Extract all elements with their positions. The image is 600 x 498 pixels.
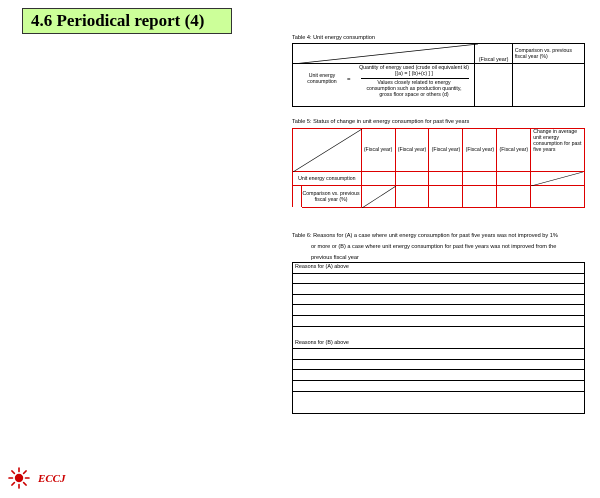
- reasons-a-line[interactable]: [293, 284, 584, 295]
- table5-caption: Table 5: Status of change in unit energy consumption for past five years: [292, 119, 470, 125]
- table5-cell[interactable]: [361, 172, 395, 186]
- table5-cell[interactable]: [463, 186, 497, 208]
- fraction-bar: [361, 78, 469, 79]
- table4-diagonal-cell: [293, 44, 475, 64]
- reasons-b-line[interactable]: [293, 360, 584, 371]
- table5-row-label: Comparison vs. previous fiscal year (%): [301, 186, 361, 208]
- table5-diagonal-cell: [293, 129, 362, 172]
- table5-change-header: Change in average unit energy consumption for past five years: [531, 129, 585, 172]
- table5-fiscal-header: (Fiscal year): [497, 129, 531, 172]
- page-title: 4.6 Periodical report (4): [22, 8, 232, 34]
- reasons-a-line[interactable]: [293, 295, 584, 306]
- table4-fiscal-value[interactable]: [475, 64, 513, 107]
- diagonal-line: [293, 129, 362, 172]
- table5-cell[interactable]: [463, 172, 497, 186]
- table4: [292, 43, 585, 107]
- reasons-b-label: Reasons for (B) above: [293, 339, 584, 350]
- formula-denominator: Values closely related to energy consumption such as production quantity, gross floor space or others (d): [366, 80, 462, 98]
- table4-fiscal-header: (Fiscal year): [475, 44, 513, 64]
- diagonal-line: [293, 44, 478, 64]
- formula-numerator: Quantity of energy used (crude oil equivalent kl) [(a) = [ (b)+(c) ] ]: [359, 65, 469, 77]
- table5-fiscal-header: (Fiscal year): [395, 129, 429, 172]
- unit-energy-label: Unit energy consumption: [307, 73, 337, 85]
- table6: [292, 262, 585, 414]
- reasons-a-line[interactable]: [293, 274, 584, 285]
- table5: [292, 128, 585, 208]
- table5-fiscal-header: (Fiscal year): [429, 129, 463, 172]
- reasons-spacer: [293, 327, 584, 339]
- table5-cell[interactable]: [531, 186, 585, 208]
- table5-indent-cell: [293, 186, 302, 208]
- table4-formula-cell: [293, 64, 475, 107]
- reasons-b-line[interactable]: [293, 370, 584, 381]
- table6-caption: Table 6: Reasons for (A) a case where unit energy consumption for past five years was not improved by 1% or more or (B) a case where unit energy consumption for past five years was not improved from the previous fiscal year: [292, 233, 558, 261]
- eccj-logo-text: ECCJ: [38, 473, 66, 485]
- eccj-sun-logo-icon: [8, 467, 30, 489]
- reasons-b-line[interactable]: [293, 392, 584, 403]
- table5-first-comparison-cell: [361, 186, 395, 208]
- table5-cell[interactable]: [395, 186, 429, 208]
- table5-change-cell: [531, 172, 585, 186]
- table5-cell[interactable]: [429, 172, 463, 186]
- diagonal-line: [362, 186, 396, 208]
- table4-comparison-value[interactable]: [512, 64, 584, 107]
- reasons-a-line[interactable]: [293, 316, 584, 327]
- table5-cell[interactable]: [429, 186, 463, 208]
- equals-sign: =: [347, 77, 351, 83]
- table5-row-label: Unit energy consumption: [293, 172, 362, 186]
- reasons-b-line[interactable]: [293, 381, 584, 392]
- table4-comparison-header: Comparison vs. previous fiscal year (%): [512, 44, 584, 64]
- table5-cell[interactable]: [395, 172, 429, 186]
- reasons-b-line[interactable]: [293, 349, 584, 360]
- table5-fiscal-header: (Fiscal year): [361, 129, 395, 172]
- table5-fiscal-header: (Fiscal year): [463, 129, 497, 172]
- diagonal-line: [531, 172, 583, 186]
- table4-caption: Table 4: Unit energy consumption: [292, 35, 376, 41]
- table5-cell[interactable]: [497, 172, 531, 186]
- reasons-a-label: Reasons for (A) above: [293, 263, 584, 274]
- reasons-a-line[interactable]: [293, 305, 584, 316]
- table5-cell[interactable]: [497, 186, 531, 208]
